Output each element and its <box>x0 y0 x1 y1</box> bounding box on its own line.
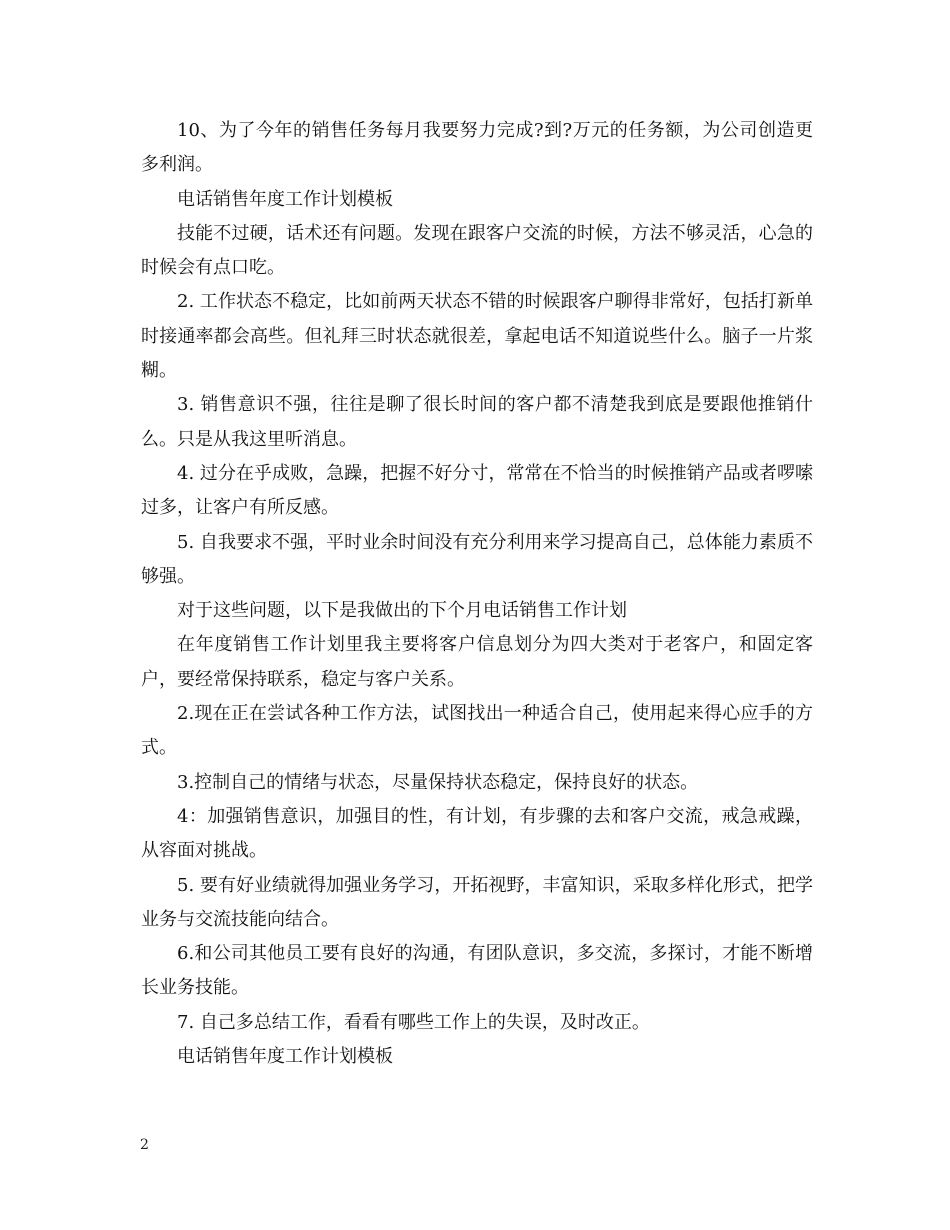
paragraph-success-failure: 4. 过分在乎成败，急躁，把握不好分寸，常常在不恰当的时候推销产品或者啰嗦过多，让客户有所反感。 <box>141 462 813 519</box>
paragraph-heading-template: 电话销售年度工作计划模板 <box>177 188 393 210</box>
paragraph-work-methods: 2.现在正在尝试各种工作方法，试图找出一种适合自己，使用起来得心应手的方式。 <box>141 703 813 759</box>
paragraph-sales-goal: 10、为了今年的销售任务每月我要努力完成?到?万元的任务额，为公司创造更多利润。 <box>141 120 813 176</box>
paragraph-work-summary: 7. 自己多总结工作，看看有哪些工作上的失误，及时改正。 <box>177 1011 650 1033</box>
document-body <box>141 114 813 1074</box>
paragraph-customer-categories: 在年度销售工作计划里我主要将客户信息划分为四大类对于老客户，和固定客户，要经常保持联系，稳定与客户关系。 <box>141 634 813 690</box>
paragraph-self-requirement: 5. 自我要求不强，平时业余时间没有充分利用来学习提高自己，总体能力素质不够强。 <box>141 531 813 587</box>
paragraph-skill-issue: 技能不过硬，话术还有问题。发现在跟客户交流的时候，方法不够灵活，心急的时候会有点口吃。 <box>141 222 813 279</box>
paragraph-business-study: 5. 要有好业绩就得加强业务学习，开拓视野，丰富知识，采取多样化形式，把学业务与交流技能向结合。 <box>141 874 813 930</box>
paragraph-emotion-control: 3.控制自己的情绪与状态，尽量保持状态稳定，保持良好的状态。 <box>177 771 699 793</box>
paragraph-next-plan-intro: 对于这些问题，以下是我做出的下个月电话销售工作计划 <box>177 600 627 622</box>
paragraph-heading-template-repeat: 电话销售年度工作计划模板 <box>177 1046 393 1068</box>
paragraph-team-communication: 6.和公司其他员工要有良好的沟通，有团队意识，多交流，多探讨，才能不断增长业务技能。 <box>141 943 813 999</box>
paragraph-sales-awareness: 3. 销售意识不强，往往是聊了很长时间的客户都不清楚我到底是要跟他推销什么。只是从我这里听消息。 <box>141 394 813 450</box>
paragraph-purpose: 4：加强销售意识，加强目的性，有计划，有步骤的去和客户交流，戒急戒躁，从容面对挑战。 <box>141 805 813 862</box>
page-number: 2 <box>140 1137 149 1153</box>
paragraph-work-state: 2. 工作状态不稳定，比如前两天状态不错的时候跟客户聊得非常好，包括打新单时接通率都会高些。但礼拜三时状态就很差，拿起电话不知道说些什么。脑子一片浆糊。 <box>141 291 813 382</box>
